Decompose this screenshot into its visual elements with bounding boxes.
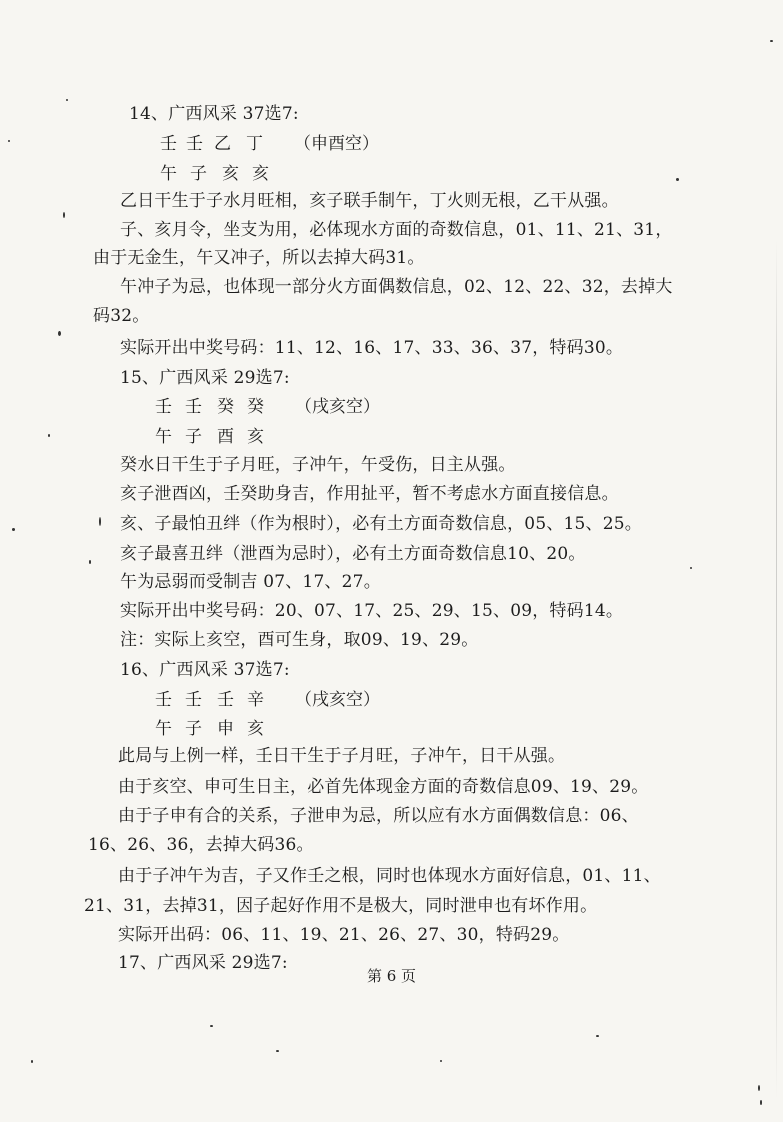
paragraph-line: 午冲子为忌，也体现一部分火方面偶数信息，02、12、22、32，去掉大 [120,277,673,297]
branch: 子 [190,164,207,184]
stem: 壬 [160,134,177,154]
scan-speck [89,560,91,564]
scan-speck [770,40,773,42]
section-heading-15: 15、广西风采 29选7: [120,368,290,388]
paragraph-line: 由于亥空、申可生日主，必首先体现金方面的奇数信息09、19、29。 [118,777,649,797]
heavenly-stems-row-15 [155,397,380,417]
scan-speck [596,1035,599,1037]
scan-speck [48,434,50,437]
stem: 丁 [246,134,263,154]
scan-speck [210,1025,213,1027]
paragraph-line: 乙日干生于子水月旺相，亥子联手制午，丁火则无根，乙干从强。 [120,191,619,211]
result-line: 实际开出中奖号码：11、12、16、17、33、36、37，特码30。 [120,338,624,358]
scan-speck [66,99,68,101]
scan-speck [99,517,101,526]
paragraph-line: 亥、子最怕丑绊（作为根时），必有土方面奇数信息，05、15、25。 [120,514,642,534]
stem: 壬 [155,397,172,417]
heavenly-stems-row-16 [155,690,380,710]
scan-speck [276,1050,279,1052]
stem: 壬 [186,134,203,154]
paragraph-line: 由于无金生，午又冲子，所以去掉大码31。 [93,248,425,268]
branch: 子 [185,427,202,447]
void-note: （戌亥空） [295,397,380,417]
paragraph-line: 16、26、36，去掉大码36。 [88,835,314,855]
branch: 申 [217,719,234,739]
paragraph-line: 亥子最喜丑绊（泄酉为忌时），必有土方面奇数信息10、20。 [120,544,586,564]
result-line: 实际开出码：06、11、19、21、26、27、30，特码29。 [118,925,570,945]
paragraph-line: 午为忌弱而受制吉 07、17、27。 [120,572,381,592]
paragraph-line: 21、31，去掉31，因子起好作用不是极大，同时泄申也有坏作用。 [84,896,598,916]
note-line: 注：实际上亥空，酉可生身，取09、19、29。 [120,630,479,650]
heavenly-stems-row-14 [160,134,379,154]
earthly-branches-row-15 [155,427,264,447]
branch: 午 [155,719,172,739]
stem: 癸 [217,397,234,417]
stem: 壬 [217,690,234,710]
branch: 子 [185,719,202,739]
paragraph-line: 由于子申有合的关系，子泄申为忌，所以应有水方面偶数信息：06、 [118,806,639,826]
earthly-branches-row-16 [155,719,264,739]
earthly-branches-row-14 [160,164,269,184]
scan-speck [12,528,15,531]
stem: 壬 [185,690,202,710]
section-heading-16: 16、广西风采 37选7: [120,660,290,680]
stem: 壬 [155,690,172,710]
void-note: （戌亥空） [295,690,380,710]
scan-speck [31,1060,33,1063]
paragraph-line: 由于子冲午为吉，子又作壬之根，同时也体现水方面好信息，01、11、 [118,866,661,886]
branch: 亥 [222,164,239,184]
branch: 亥 [247,427,264,447]
scan-speck [8,140,10,142]
branch: 亥 [247,719,264,739]
section-heading-14: 14、广西风采 37选7: [129,104,299,124]
section-heading-17: 17、广西风采 29选7: [118,953,288,973]
paragraph-line: 此局与上例一样，壬日干生于子月旺，子冲午，日干从强。 [118,746,566,766]
paragraph-line: 码32。 [93,306,150,326]
stem: 乙 [214,134,231,154]
branch: 午 [155,427,172,447]
paragraph-line: 子、亥月令，坐支为用，必体现水方面的奇数信息，01、11、21、31， [120,220,673,240]
void-note: （申酉空） [294,134,379,154]
scan-speck [676,178,679,181]
branch: 亥 [252,164,269,184]
scan-speck [690,567,692,569]
branch: 酉 [217,427,234,447]
scan-speck [440,1060,442,1062]
stem: 辛 [247,690,264,710]
scan-speck [63,212,65,218]
branch: 午 [160,164,177,184]
scan-speck [760,1100,762,1105]
paragraph-line: 癸水日干生于子月旺，子冲午，午受伤，日主从强。 [120,455,516,475]
stem: 壬 [185,397,202,417]
stem: 癸 [247,397,264,417]
paragraph-line: 亥子泄酉凶，壬癸助身吉，作用扯平，暂不考虑水方面直接信息。 [120,484,619,504]
scan-speck [58,331,61,336]
scan-speck [758,1085,760,1091]
page-number: 第 6 页 [366,967,417,985]
scan-edge-line [776,240,777,1100]
result-line: 实际开出中奖号码：20、07、17、25、29、15、09，特码14。 [120,601,624,621]
